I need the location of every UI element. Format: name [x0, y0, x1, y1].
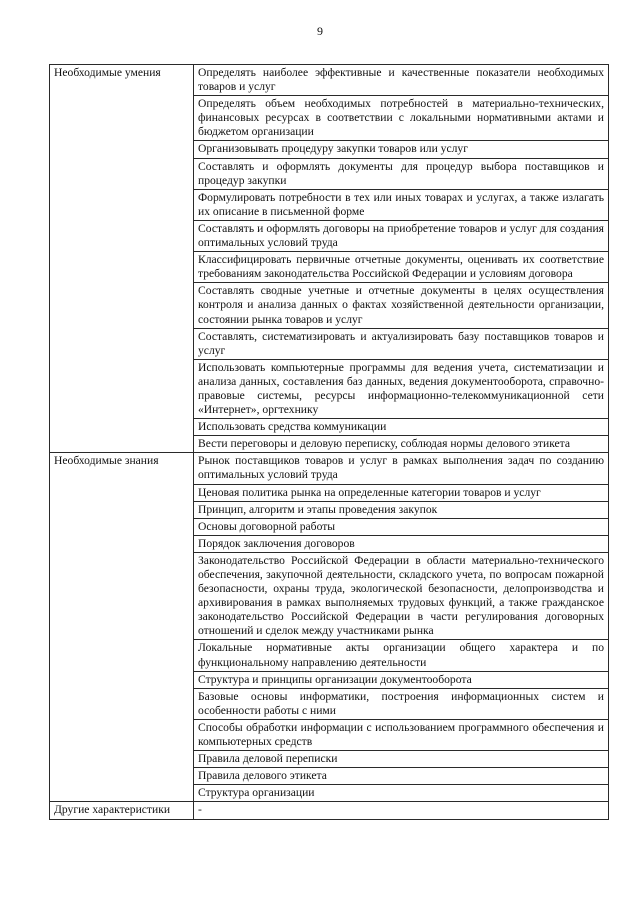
requirement-item: Составлять и оформлять договоры на приобретение товаров и услуг для создания оптимальных условий труда [194, 220, 609, 251]
requirement-item: Определять наиболее эффективные и качественные показатели необходимых товаров и услуг [194, 65, 609, 96]
section-label: Необходимые знания [50, 453, 194, 802]
section-label: Другие характеристики [50, 802, 194, 819]
requirement-item: Законодательство Российской Федерации в области материально-технического обеспечения, закупочной деятельности, складского учета, по вопросам пожарной безопасности, охраны труда, экологической безопасности, делопроизводства и архивирования в рамках выполняемых трудовых функций, а также гражданское законодательство Российской Федерации в части регулирования договорных отношений и сделок между участниками рынка [194, 552, 609, 640]
requirement-item: Ценовая политика рынка на определенные категории товаров и услуг [194, 484, 609, 501]
requirement-item: Составлять, систематизировать и актуализировать базу поставщиков товаров и услуг [194, 328, 609, 359]
requirement-item: Использовать средства коммуникации [194, 419, 609, 436]
section-label: Необходимые умения [50, 65, 194, 453]
requirement-item: - [194, 802, 609, 819]
requirement-item: Правила деловой переписки [194, 751, 609, 768]
requirement-item: Структура организации [194, 785, 609, 802]
requirements-table [49, 64, 609, 820]
table-row [50, 65, 609, 96]
requirement-item: Правила делового этикета [194, 768, 609, 785]
requirement-item: Составлять сводные учетные и отчетные документы в целях осуществления контроля и анализа данных о фактах хозяйственной деятельности организации, состоянии рынка товаров и услуг [194, 283, 609, 328]
requirement-item: Принцип, алгоритм и этапы проведения закупок [194, 501, 609, 518]
requirement-item: Вести переговоры и деловую переписку, соблюдая нормы делового этикета [194, 436, 609, 453]
requirement-item: Рынок поставщиков товаров и услуг в рамках выполнения задач по созданию оптимальных условий труда [194, 453, 609, 484]
requirement-item: Определять объем необходимых потребностей в материально-технических, финансовых ресурсах в соответствии с локальными нормативными актами и бюджетом организации [194, 96, 609, 141]
requirement-item: Использовать компьютерные программы для ведения учета, систематизации и анализа данных, составления баз данных, ведения документооборота, справочно-правовые системы, ресурсы информационно-телекоммуникационной сети «Интернет», оргтехнику [194, 359, 609, 418]
requirement-item: Порядок заключения договоров [194, 535, 609, 552]
requirement-item: Способы обработки информации с использованием программного обеспечения и компьютерных средств [194, 719, 609, 750]
requirements-table-body [50, 65, 609, 820]
table-row [50, 802, 609, 819]
requirement-item: Составлять и оформлять документы для процедур выбора поставщиков и процедур закупки [194, 158, 609, 189]
requirement-item: Классифицировать первичные отчетные документы, оценивать их соответствие требованиям законодательства Российской Федерации и условиям договора [194, 252, 609, 283]
requirement-item: Структура и принципы организации документооборота [194, 671, 609, 688]
requirement-item: Формулировать потребности в тех или иных товарах и услугах, а также излагать их описание в письменной форме [194, 189, 609, 220]
requirement-item: Организовывать процедуру закупки товаров или услуг [194, 141, 609, 158]
requirement-item: Базовые основы информатики, построения информационных систем и особенности работы с ними [194, 688, 609, 719]
requirement-item: Локальные нормативные акты организации общего характера и по функциональному направлению деятельности [194, 640, 609, 671]
requirement-item: Основы договорной работы [194, 518, 609, 535]
page-number: 9 [317, 24, 323, 38]
table-row [50, 453, 609, 484]
